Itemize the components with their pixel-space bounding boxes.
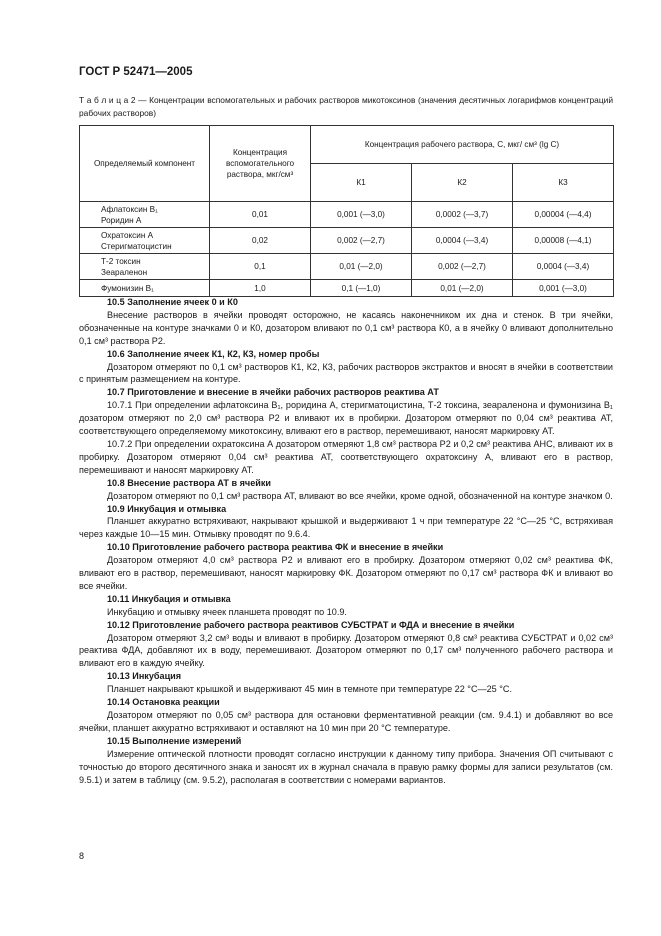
aux-cell: 0,1 xyxy=(210,254,311,280)
section-heading: 10.9 Инкубация и отмывка xyxy=(107,503,227,514)
k1-cell: 0,002 (—2,7) xyxy=(311,228,412,254)
table-caption: Т а б л и ц а 2 — Концентрации вспомогательных и рабочих растворов микотоксинов (значения десятичных логарифмов концентраций рабочих растворов) xyxy=(79,95,613,118)
section-heading: 10.6 Заполнение ячеек К1, К2, К3, номер пробы xyxy=(107,348,320,359)
body-paragraph: Дозатором отмеряют по 0,1 см³ растворов К1, К2, К3, рабочих растворов экстрактов и вносят в ячейки в соответствии с принятым размещением на контуре. xyxy=(79,361,613,385)
k3-cell: 0,001 (—3,0) xyxy=(513,280,614,297)
body-paragraph: Планшет накрывают крышкой и выдерживают 45 мин в темноте при температуре 22 °С—25 °С. xyxy=(107,684,512,695)
k1-cell: 0,001 (—3,0) xyxy=(311,202,412,228)
section-heading: 10.10 Приготовление рабочего раствора реактива ФК и внесение в ячейки xyxy=(107,542,444,553)
k2-cell: 0,0004 (—3,4) xyxy=(412,228,513,254)
section-heading: 10.15 Выполнение измерений xyxy=(107,735,242,746)
component-cell: Фумонизин В₁ xyxy=(80,280,210,297)
body-paragraph: Внесение растворов в ячейки проводят осторожно, не касаясь наконечником их дна и стенок. В три ячейки, обозначенные на контуре значками 0 и К0, дозатором вливают по 0,1 см³ раствора К0, а в ячейку 0 вливают дополнительно 0,1 см³ раствора Р2. xyxy=(79,309,613,346)
table-row xyxy=(80,280,614,297)
k3-cell: 0,00008 (—4,1) xyxy=(513,228,614,254)
body-paragraph: Дозатором отмеряют 4,0 см³ раствора Р2 и вливают его в пробирку. Дозатором отмеряют 0,02 см³ реактива ФК, вливают его в раствор, перемешивают, наносят маркировку ФК. Дозатором отмеряют по 0,17 см³ раствора ФК и вливают во все ячейки. xyxy=(79,555,613,591)
body-paragraph: Планшет аккуратно встряхивают, накрывают крышкой и выдерживают 1 ч при температуре 22 °С—25 °С, встряхивая через каждые 10—15 мин. Отмывку проводят по 9.6.4. xyxy=(79,516,613,540)
k1-cell: 0,1 (—1,0) xyxy=(311,280,412,297)
col-header-k3: К3 xyxy=(513,164,614,202)
body-paragraph: Измерение оптической плотности проводят согласно инструкции к данному типу прибора. Значения ОП считывают с точностью до второго десятичного знака и заносят их в журнал сначала в правую рамку формы для записи результатов (см. 9.5.1) и затем в таблицу (см. 9.5.2), располагая в соответствии с номерами вариантов. xyxy=(79,748,613,785)
k1-cell: 0,01 (—2,0) xyxy=(311,254,412,280)
col-header-component: Определяемый компонент xyxy=(80,126,210,202)
section-heading: 10.5 Заполнение ячеек 0 и К0 xyxy=(107,297,238,307)
aux-cell: 0,01 xyxy=(210,202,311,228)
section-heading: 10.8 Внесение раствора АТ в ячейки xyxy=(107,477,271,488)
body-paragraph: Дозатором отмеряют по 0,05 см³ раствора для остановки ферментативной реакции (см. 9.4.1) и добавляют во все ячейки, планшет аккуратно встряхивают и оставляют на 10 мин при 20 °С температуре. xyxy=(79,710,613,733)
body-paragraph: Дозатором отмеряют по 0,1 см³ раствора АТ, вливают во все ячейки, кроме одной, обозначенной на контуре значком 0. xyxy=(107,490,613,501)
body-paragraph: 10.7.2 При определении охратоксина А дозатором отмеряют 1,8 см³ раствора Р2 и 0,2 см³ реактива АНС, вливают их в пробирку. Дозатором отмеряют 0,04 см³ реактива АТ, соответствующего охратоксину А, вливают его в раствор, перемешивают и наносят маркировку АТ. xyxy=(79,438,613,475)
body-paragraph: Инкубацию и отмывку ячеек планшета проводят по 10.9. xyxy=(107,606,347,617)
col-header-work: Концентрация рабочего раствора, С, мкг/ см³ (lg С) xyxy=(311,126,614,164)
page-number: 8 xyxy=(79,851,85,861)
k3-cell: 0,00004 (—4,4) xyxy=(513,202,614,228)
table-row xyxy=(80,228,614,254)
standard-header: ГОСТ Р 52471—2005 xyxy=(79,66,193,78)
k2-cell: 0,002 (—2,7) xyxy=(412,254,513,280)
section-heading: 10.7 Приготовление и внесение в ячейки рабочих растворов реактива АТ xyxy=(107,387,439,398)
col-header-k1: К1 xyxy=(311,164,412,202)
section-heading: 10.11 Инкубация и отмывка xyxy=(107,593,231,604)
section-heading: 10.14 Остановка реакции xyxy=(107,697,220,708)
component-cell: Афлатоксин В₁ Роридин А xyxy=(80,202,210,228)
component-cell: Охратоксин А Стеригматоцистин xyxy=(80,228,210,254)
table-row xyxy=(80,202,614,228)
section-heading: 10.13 Инкубация xyxy=(107,671,182,682)
k2-cell: 0,01 (—2,0) xyxy=(412,280,513,297)
body-paragraph: 10.7.1 При определении афлатоксина В₁, роридина А, стеригматоцистина, Т-2 токсина, зеараленона и фумонизина В₁ дозатором отмеряют по 2,0 см³ раствора Р2 и вливают их в пробирки. Дозатором отмеряют по 0,04 см³ реактива АТ, соответствующего определяемому микотоксину, вливают его в раствор, перемешивают, наносят маркировку АТ. xyxy=(79,400,613,437)
col-header-aux: Концентрация вспомогательного раствора, мкг/см³ xyxy=(210,126,311,202)
aux-cell: 1,0 xyxy=(210,280,311,297)
k3-cell: 0,0004 (—3,4) xyxy=(513,254,614,280)
k2-cell: 0,0002 (—3,7) xyxy=(412,202,513,228)
document-body xyxy=(79,296,613,786)
concentration-table xyxy=(79,125,614,297)
body-paragraph: Дозатором отмеряют 3,2 см³ воды и вливают в пробирку. Дозатором отмеряют 0,8 см³ реактива СУБСТРАТ и 0,02 см³ реактива ФДА, добавляют их в воду, перемешивают. Дозатором отмеряют по 0,17 см³ полученного рабочего раствора и вливают его в каждую ячейку. xyxy=(79,632,613,669)
section-heading: 10.12 Приготовление рабочего раствора реактивов СУБСТРАТ и ФДА и внесение в ячейки xyxy=(107,619,515,630)
aux-cell: 0,02 xyxy=(210,228,311,254)
col-header-k2: К2 xyxy=(412,164,513,202)
table-row xyxy=(80,254,614,280)
component-cell: Т-2 токсин Зеараленон xyxy=(80,254,210,280)
